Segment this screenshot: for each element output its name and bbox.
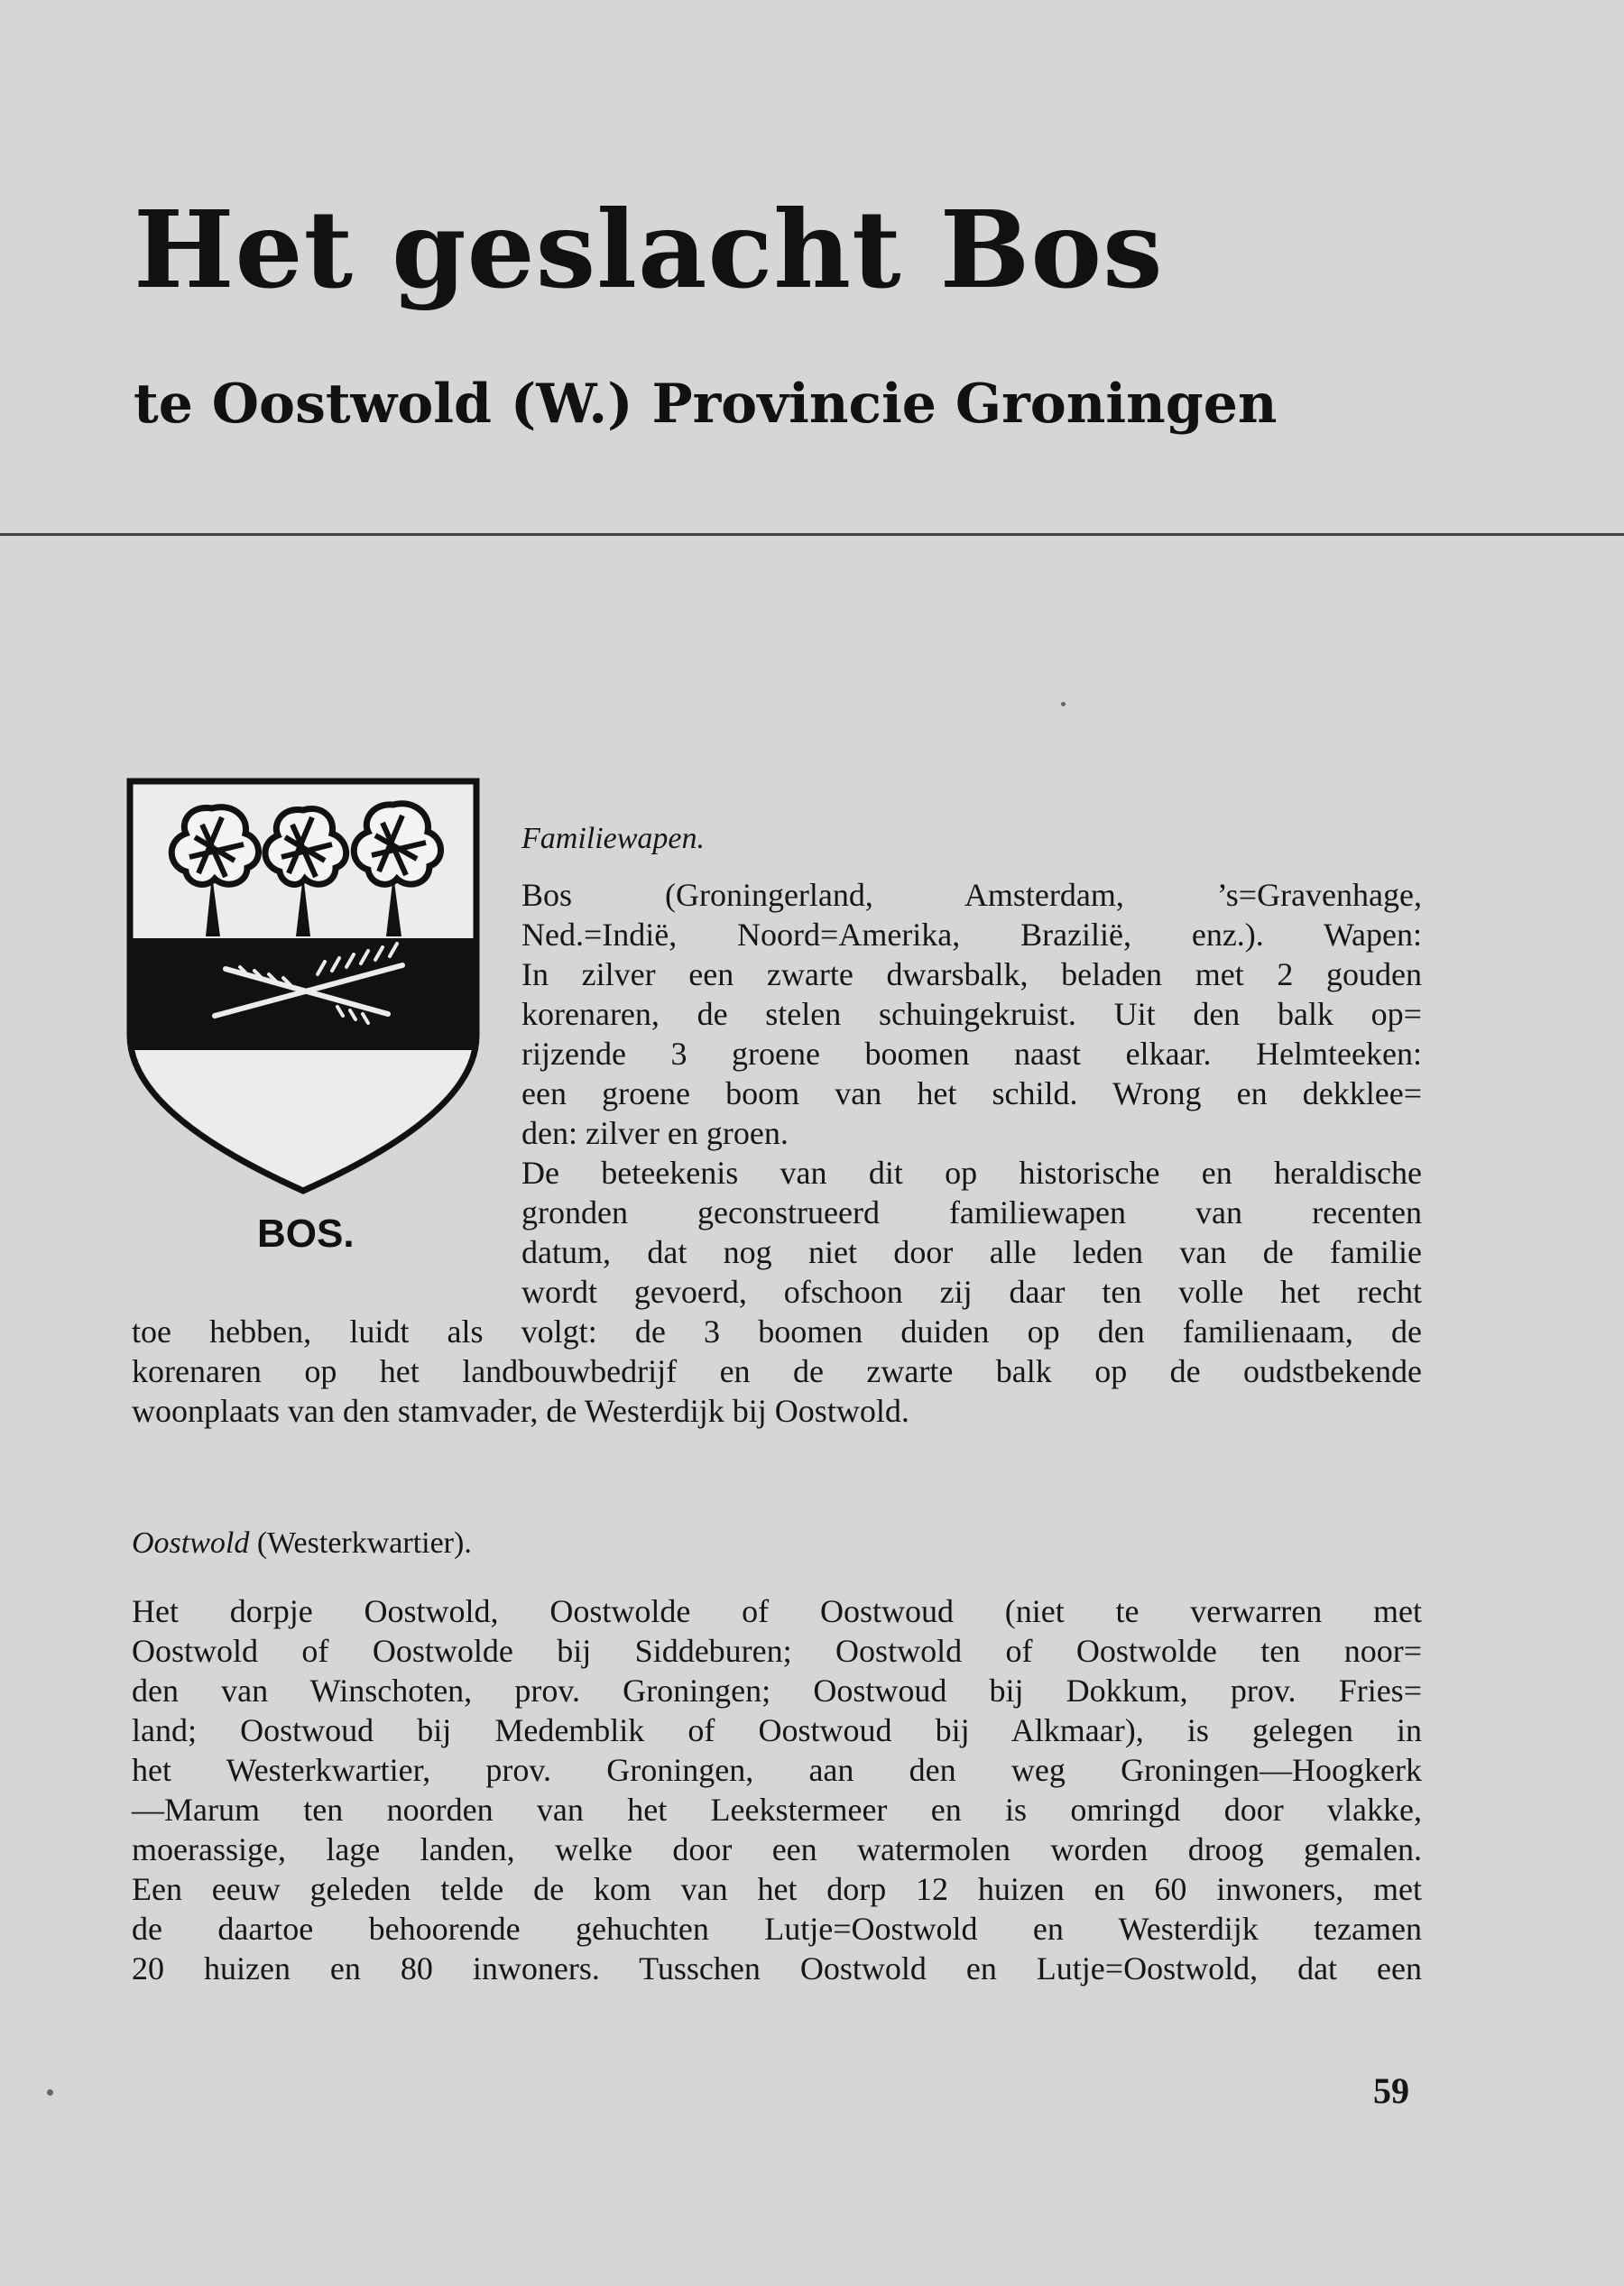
paragraph-line: datum, dat nog niet door alle leden van de familie (521, 1234, 1422, 1270)
paragraph-line: wordt gevoerd, ofschoon zij daar ten volle het recht (521, 1274, 1422, 1310)
paragraph-line: den van Winschoten, prov. Groningen; Oostwoud bij Dokkum, prov. Fries= (132, 1673, 1422, 1709)
paragraph-line: In zilver een zwarte dwarsbalk, beladen met 2 gouden (521, 956, 1422, 992)
paragraph-line: De beteekenis van dit op historische en heraldische (521, 1155, 1422, 1191)
page-title: Het geslacht Bos (134, 187, 1164, 312)
section-heading-oostwold-italic: Oostwold (132, 1526, 250, 1560)
paragraph-line: Bos (Groningerland, Amsterdam, ’s=Gravenhage, (521, 877, 1422, 913)
paragraph-line: Ned.=Indië, Noord=Amerika, Brazilië, enz.). Wapen: (521, 917, 1422, 953)
paragraph-line: het Westerkwartier, prov. Groningen, aan den weg Groningen—Hoogkerk (132, 1752, 1422, 1788)
paragraph-line: woonplaats van den stamvader, de Westerdijk bij Oostwold. (132, 1393, 909, 1429)
paragraph-line: een groene boom van het schild. Wrong en dekklee= (521, 1075, 1422, 1111)
crest-caption: BOS. (257, 1212, 355, 1256)
paragraph-line: Het dorpje Oostwold, Oostwolde of Oostwoud (niet te verwarren met (132, 1593, 1422, 1629)
paragraph-line: rijzende 3 groene boomen naast elkaar. Helmteeken: (521, 1036, 1422, 1072)
coat-of-arms-image (126, 778, 480, 1202)
section-heading-oostwold-rest: (Westerkwartier). (249, 1526, 472, 1560)
print-speck (1061, 702, 1066, 706)
section-heading-oostwold (132, 1528, 472, 1559)
print-speck (47, 2089, 53, 2096)
paragraph-line: den: zilver en groen. (521, 1115, 789, 1151)
paragraph-line: 20 huizen en 80 inwoners. Tusschen Oostwold en Lutje=Oostwold, dat een (132, 1950, 1422, 1986)
paragraph-line: korenaren op het landbouwbedrijf en de zwarte balk op de oudstbekende (132, 1353, 1422, 1389)
paragraph-line: korenaren, de stelen schuingekruist. Uit den balk op= (521, 996, 1422, 1032)
page-number: 59 (1373, 2070, 1409, 2111)
section-heading-familiewapen: Familiewapen. (521, 822, 706, 855)
paragraph-line: Oostwold of Oostwolde bij Siddeburen; Oostwold of Oostwolde ten noor= (132, 1633, 1422, 1669)
paragraph-line: Een eeuw geleden telde de kom van het dorp 12 huizen en 60 inwoners, met (132, 1871, 1422, 1907)
paragraph-line: —Marum ten noorden van het Leekstermeer en is omringd door vlakke, (132, 1792, 1422, 1828)
paragraph-line: gronden geconstrueerd familiewapen van recenten (521, 1194, 1422, 1231)
header-rule (0, 533, 1624, 536)
paragraph-line: toe hebben, luidt als volgt: de 3 boomen duiden op den familienaam, de (132, 1314, 1422, 1350)
paragraph-line: de daartoe behoorende gehuchten Lutje=Oostwold en Westerdijk tezamen (132, 1911, 1422, 1947)
page-subtitle: te Oostwold (W.) Provincie Groningen (134, 373, 1278, 436)
paragraph-line: moerassige, lage landen, welke door een watermolen worden droog gemalen. (132, 1831, 1422, 1867)
paragraph-line: land; Oostwoud bij Medemblik of Oostwoud bij Alkmaar), is gelegen in (132, 1712, 1422, 1748)
